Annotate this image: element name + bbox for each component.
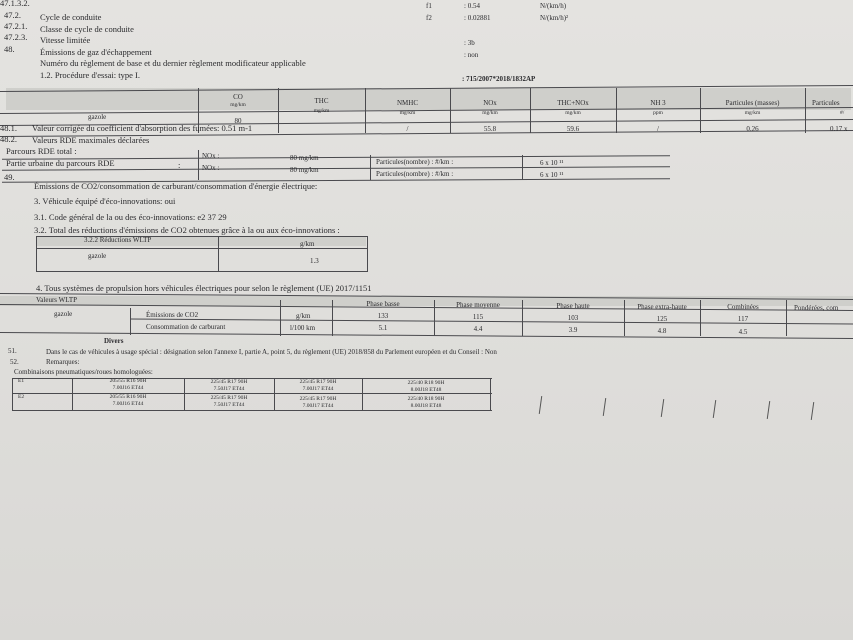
rde-particles-label-urban: Particules(nombre) : #/km : (376, 170, 454, 178)
rde-col-rule (370, 155, 371, 180)
wltp-header-extra-high: Phase extra-haute (637, 303, 687, 311)
rde-nox-urban-value: 80 mg/km (290, 166, 319, 174)
eco-code-text: 3.1. Code général de la ou des éco-innovations: e2 37 29 (34, 212, 227, 222)
divers-title: Divers (104, 337, 124, 345)
rim-size: 8.00J18 ET48 (410, 403, 442, 409)
wltp-col-rule (130, 308, 131, 335)
wltp-co2-medium: 115 (472, 313, 484, 321)
f2-unit: N/(km/h)² (540, 14, 569, 22)
wltp-co2-high: 103 (567, 314, 579, 322)
col-header-thc-nox: THC+NOx (557, 99, 589, 107)
rde-urban-colon: : (178, 160, 181, 170)
wltp-fuel-medium: 4.4 (473, 325, 483, 333)
wltp-fuel-high: 3.9 (568, 326, 578, 334)
eco-table-col-rule (218, 236, 219, 271)
rde-particles-total-value: 6 x 10 ¹¹ (540, 159, 564, 167)
cycle-value: : 3b (464, 39, 475, 47)
regulation-label: Numéro du règlement de base et du dernier règlement modificateur applicable (40, 58, 306, 68)
value-co: 80 (234, 117, 242, 125)
empty-cell-mark (539, 396, 542, 414)
item-number-51: 51. (8, 347, 17, 355)
eco-table-header: 3.2.2 Réductions WLTP (84, 236, 152, 244)
item-number-482: 48.2. (0, 134, 17, 144)
tyre-row-label: E2 (18, 394, 25, 400)
col-unit-nmhc: mg/km (399, 110, 416, 116)
eco-table-rule (36, 248, 368, 249)
speed-limit-label: Vitesse limitée (40, 35, 91, 45)
remarks-label: Remarques: (46, 358, 80, 366)
eco-reduction-text: 3.2. Total des réductions d'émissions de CO2 obtenues grâce à la ou aux éco-innovations : (34, 225, 340, 235)
cycle-class-label: Classe de cycle de conduite (40, 24, 134, 34)
rim-size: 7.50J17 ET44 (213, 386, 245, 392)
wltp-fuel-low: 5.1 (378, 324, 388, 332)
tyre-size: 225/45 R17 90H (299, 379, 337, 385)
test-procedure-label: 1.2. Procédure d'essai: type I. (40, 70, 140, 80)
rde-particles-urban-value: 6 x 10 ¹¹ (540, 171, 564, 179)
rde-total-label: Parcours RDE total : (6, 146, 77, 156)
wltp-row-fuel-label: Consommation de carburant (146, 323, 226, 331)
tyre-size: 225/45 R17 90H (210, 379, 248, 385)
special-purpose-text: Dans le cas de véhicules à usage spécial : désignation selon l'annexe I, partie A, point 5, du règlement (UE) 2018/858 du Parlement européen et du Conseil : Non (46, 348, 497, 356)
rde-nox-total-value: 80 mg/km (290, 154, 319, 162)
wltp-row-fuel-unit: l/100 km (290, 324, 316, 332)
regulation-value: : 715/2007*2018/1832AP (462, 75, 536, 83)
col-unit-pm-number: #/ (840, 110, 845, 116)
smoke-absorption-text: Valeur corrigée du coefficient d'absorption des fumées: 0.51 m-1 (32, 123, 253, 133)
wltp-header-high: Phase haute (556, 302, 590, 310)
rim-size: 7.00J17 ET44 (302, 386, 334, 392)
eco-row-value: 1.3 (310, 257, 319, 265)
eco-equipped-text: 3. Véhicule équipé d'éco-innovations: oui (34, 196, 176, 206)
wltp-header-low: Phase basse (366, 300, 400, 308)
eco-table-col-rule (367, 236, 368, 271)
f1-unit: N/(km/h) (540, 2, 567, 10)
item-number-481: 48.1. (0, 123, 17, 133)
exhaust-emissions-label: Émissions de gaz d'échappement (40, 47, 152, 57)
col-header-nmhc: NMHC (396, 99, 418, 107)
rde-particles-label-total: Particules(nombre) : #/km : (376, 158, 454, 166)
value-pm-number: 0.17 x (830, 125, 848, 133)
empty-cell-mark (661, 399, 664, 417)
speed-limit-value: : non (464, 51, 479, 59)
rim-size: 7.00J17 ET44 (302, 403, 334, 409)
wltp-co2-extra-high: 125 (656, 315, 668, 323)
wltp-fuel-combined: 4.5 (738, 328, 748, 336)
col-unit-nh3: ppm (653, 110, 663, 116)
empty-cell-mark (811, 402, 814, 420)
f2-value: : 0.02881 (464, 14, 491, 22)
col-unit-pm-mass: mg/km (744, 110, 761, 116)
tyre-col-rule (12, 378, 13, 410)
tyre-size: 205/55 R16 90H (109, 378, 147, 384)
empty-cell-mark (603, 398, 606, 416)
wltp-co2-low: 133 (377, 312, 389, 320)
item-number-472: 47.2. (4, 10, 21, 20)
item-number-4721: 47.2.1. (4, 21, 28, 31)
col-unit-nox: mg/km (482, 110, 498, 116)
empty-cell-mark (767, 401, 770, 419)
rim-size: 7.00J16 ET44 (112, 385, 144, 391)
col-header-pm-mass: Particules (masses) (725, 99, 780, 107)
col-header-nox: NOx (483, 99, 497, 107)
value-nmhc: / (406, 125, 409, 133)
eco-table-rule (36, 271, 368, 272)
col-header-thc: THC (314, 97, 329, 105)
col-unit-thc: mg/km (313, 108, 330, 114)
item-number-52: 52. (10, 358, 19, 366)
co2-consumption-title: Émissions de CO2/consommation de carburant/consommation d'énergie électrique: (34, 181, 318, 191)
item-number-49: 49. (4, 172, 15, 182)
empty-cell-mark (713, 400, 716, 418)
f2-label: f2 (426, 14, 432, 22)
rde-col-rule (522, 155, 523, 180)
tyre-size: 205/55 R16 90H (109, 394, 147, 400)
tyre-col-rule (490, 378, 491, 410)
col-unit-co: mg/km (230, 102, 246, 108)
rde-nox-label-urban: NOx : (202, 164, 220, 172)
row-label-gazole: gazole (88, 113, 107, 121)
tyre-size: 225/45 R17 90H (299, 396, 337, 402)
rim-size: 7.50J17 ET44 (213, 402, 245, 408)
col-header-co: CO (233, 93, 243, 101)
value-nox: 55.8 (483, 125, 497, 133)
f1-label: f1 (426, 2, 432, 10)
rim-size: 8.00J18 ET48 (410, 387, 442, 393)
rde-urban-label: Partie urbaine du parcours RDE (6, 158, 115, 168)
item-number-4713: 47.1.3.2. (0, 0, 30, 8)
item-number-4723: 47.2.3. (4, 32, 28, 42)
tyre-size: 225/45 R17 90H (210, 395, 248, 401)
rde-col-rule (198, 150, 199, 180)
tyre-rule (12, 410, 492, 411)
wltp-header-weighted: Pondérées, com (794, 304, 839, 312)
wltp-values-label: Valeurs WLTP (36, 296, 78, 304)
wltp-header-medium: Phase moyenne (456, 301, 500, 309)
rde-max-values-text: Valeurs RDE maximales déclarées (32, 135, 150, 145)
wltp-fuel-extra-high: 4.8 (657, 327, 667, 335)
wltp-fuel-label: gazole (54, 310, 73, 318)
col-header-nh3: NH 3 (650, 99, 666, 107)
wltp-row-co2-unit: g/km (296, 312, 311, 320)
wltp-co2-combined: 117 (737, 315, 749, 323)
item-number-48: 48. (4, 44, 15, 54)
col-unit-thc-nox: mg/km (565, 110, 581, 116)
tyre-size: 225/40 R18 90H (407, 396, 445, 402)
wltp-col-rule (786, 300, 787, 336)
tyre-row-label: E1 (18, 378, 25, 384)
tyre-combinations-label: Combinaisons pneumatiques/roues homologuées: (14, 368, 153, 376)
wltp-row-co2-label: Émissions de CO2 (146, 311, 199, 319)
propulsion-title: 4. Tous systèmes de propulsion hors véhicules électriques pour selon le règlement (UE) 2017/1151 (36, 283, 372, 293)
eco-table-col-rule (36, 236, 37, 271)
rde-nox-label-total: NOx : (202, 152, 220, 160)
col-header-pm-number: Particules (812, 99, 840, 107)
tyre-size: 225/40 R18 90H (407, 380, 445, 386)
table-col-rule (805, 88, 806, 133)
eco-row-label: gazole (88, 252, 107, 260)
f1-value: : 0.54 (464, 2, 480, 10)
wltp-col-rule (280, 300, 281, 336)
value-thc-nox: 59.6 (566, 125, 580, 133)
value-nh3: / (657, 125, 659, 133)
rim-size: 7.00J16 ET44 (112, 401, 144, 407)
value-pm-mass: 0.26 (746, 125, 759, 133)
cycle-label: Cycle de conduite (40, 12, 102, 22)
wltp-header-combined: Combinées (727, 303, 759, 311)
eco-table-unit: g/km (300, 240, 315, 248)
